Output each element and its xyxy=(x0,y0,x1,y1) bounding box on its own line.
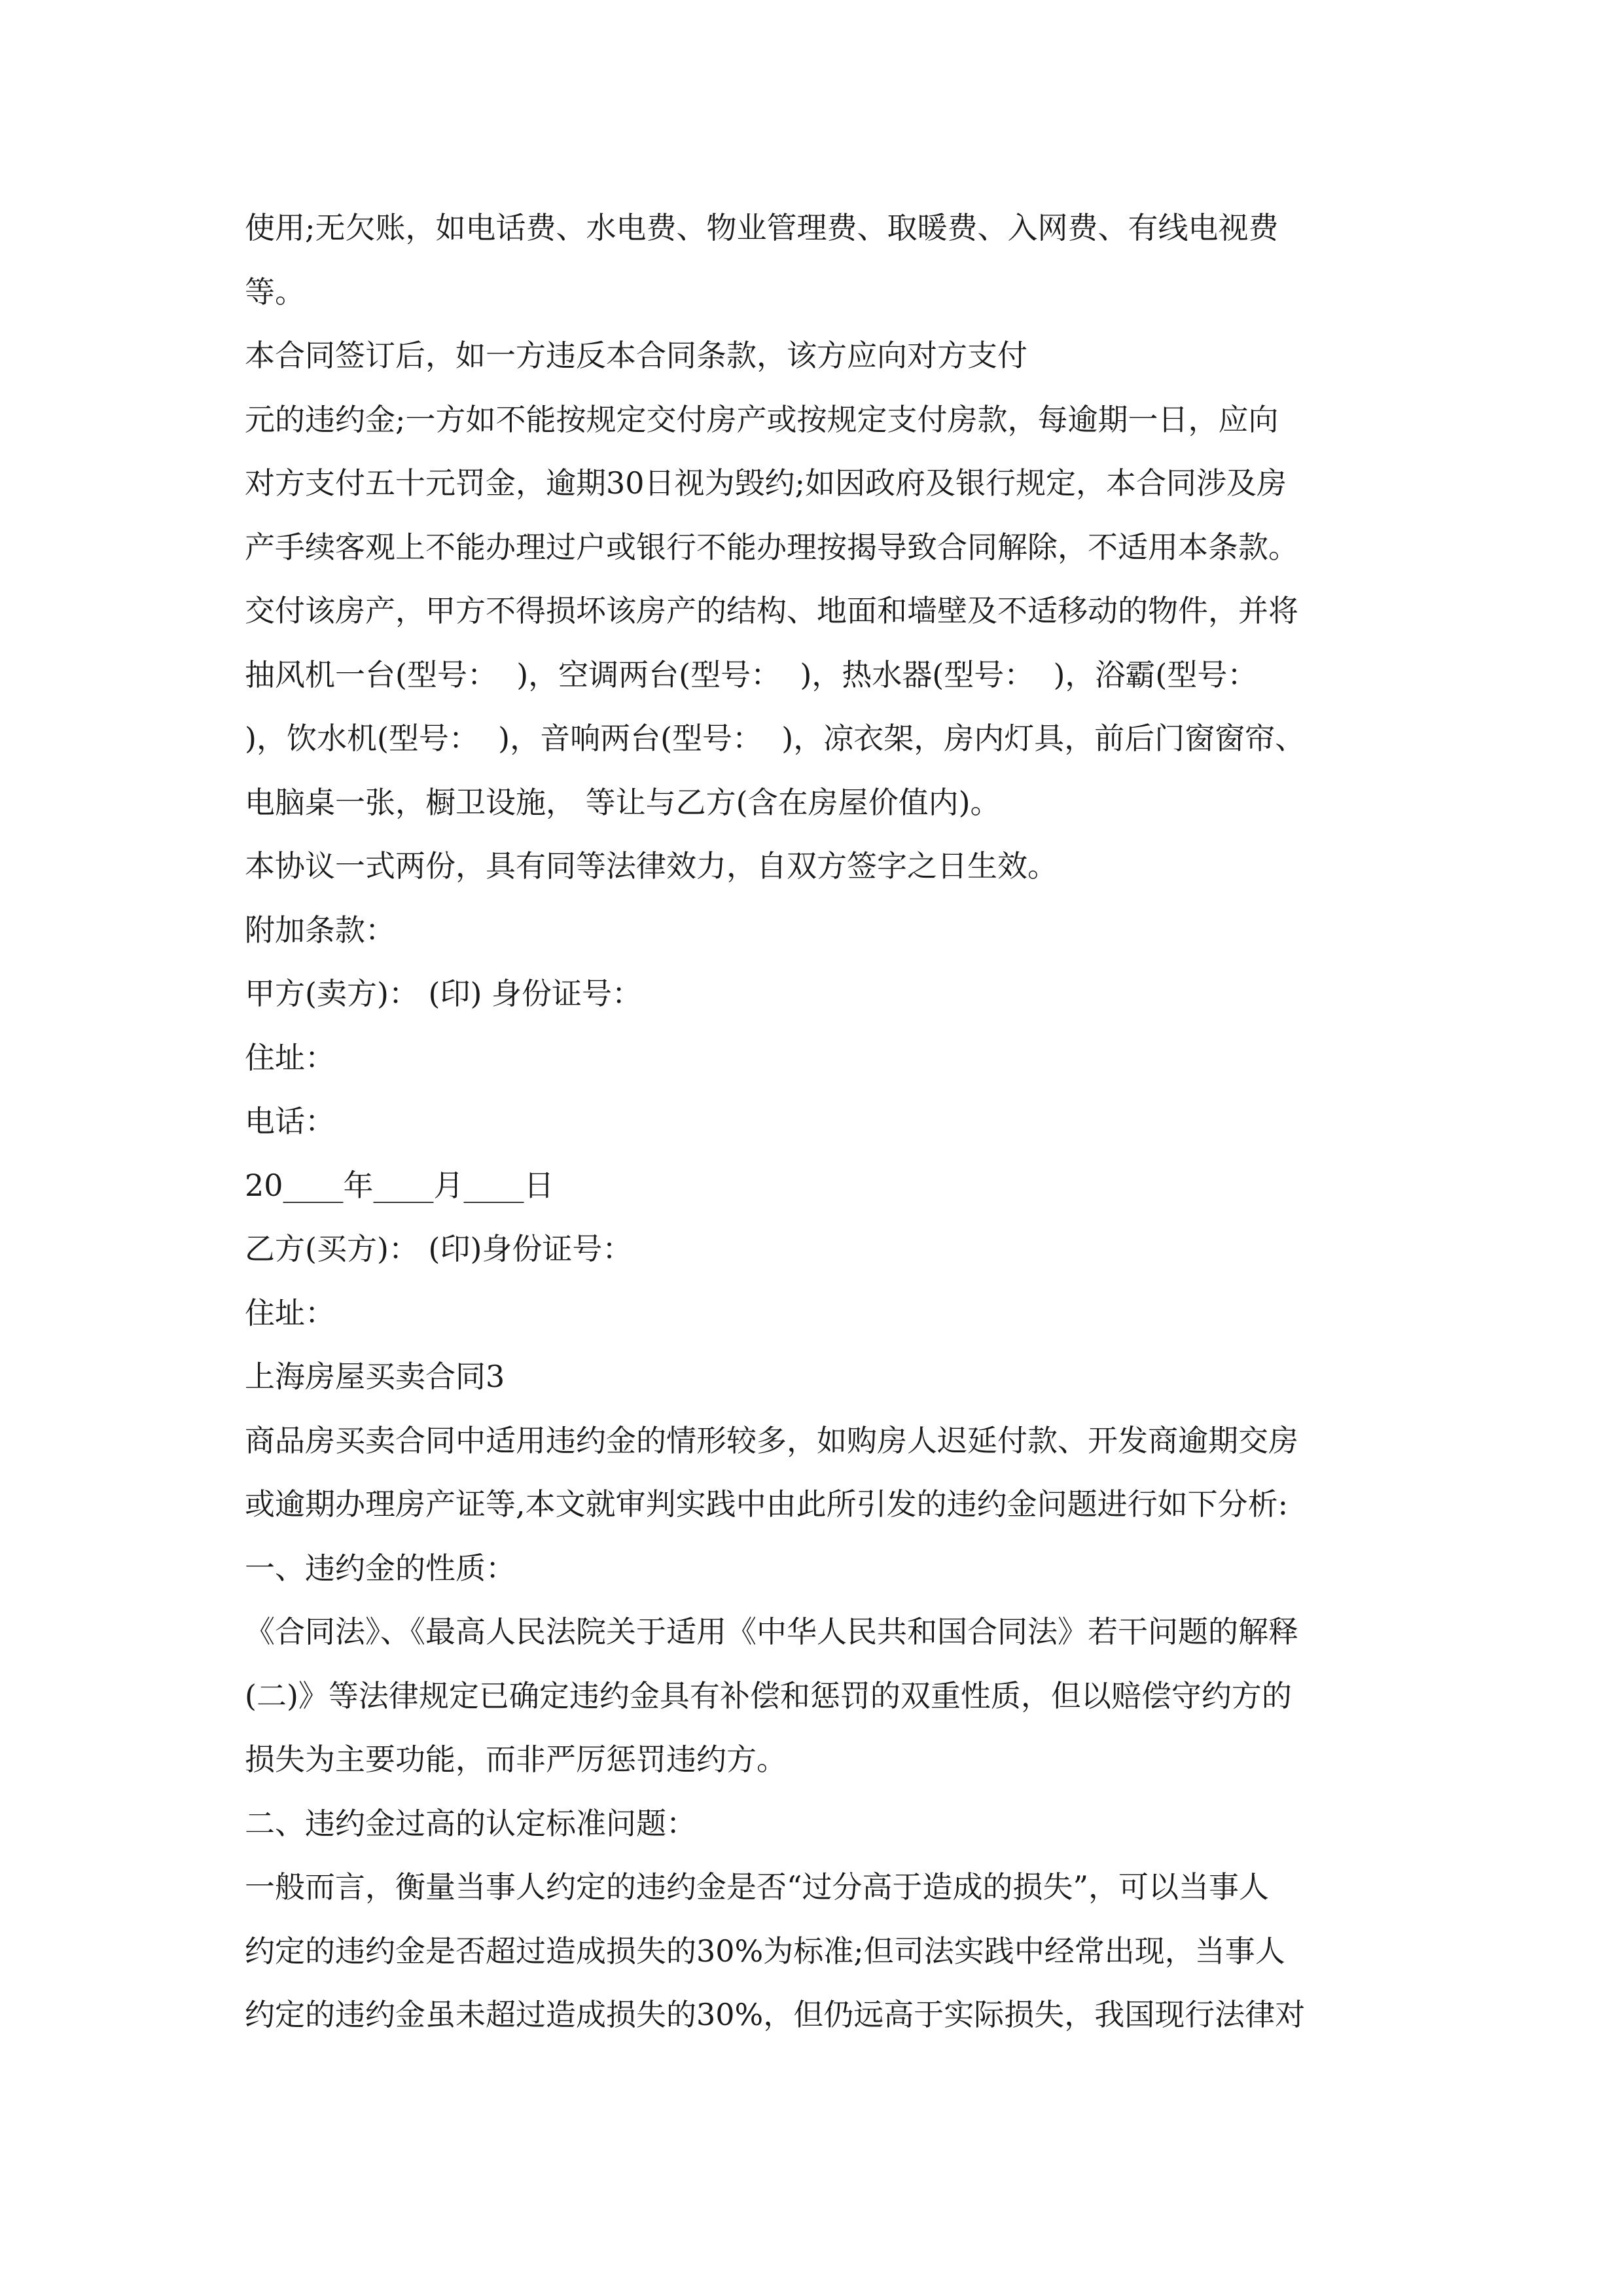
text-line: 使用;无欠账，如电话费、水电费、物业管理费、取暖费、入网费、有线电视费 xyxy=(245,210,1279,245)
text-line: 损失为主要功能，而非严厉惩罚违约方。 xyxy=(245,1742,787,1777)
text-line: 交付该房产，甲方不得损坏该房产的结构、地面和墙壁及不适移动的物件，并将 xyxy=(245,593,1298,628)
text-line: )，饮水机(型号： )，音响两台(型号： )，凉衣架，房内灯具，前后门窗窗帘、 xyxy=(245,721,1306,756)
text-line: 或逾期办理房产证等,本文就审判实践中由此所引发的违约金问题进行如下分析: xyxy=(245,1486,1289,1522)
date-line: 20____年____月____日 xyxy=(245,1167,554,1203)
text-line: 附加条款： xyxy=(245,912,395,948)
party-b-line: 乙方(买方)： (印)身份证号： xyxy=(245,1231,633,1266)
text-line: 商品房买卖合同中适用违约金的情形较多，如购房人迟延付款、开发商逾期交房 xyxy=(245,1422,1298,1458)
text-line: 电脑桌一张，橱卫设施， 等让与乙方(含在房屋价值内)。 xyxy=(245,784,1001,820)
text-line: 等。 xyxy=(245,274,305,310)
text-line: (二)》等法律规定已确定违约金具有补偿和惩罚的双重性质，但以赔偿守约方的 xyxy=(245,1677,1292,1713)
party-a-line: 甲方(卖方)： (印) 身份证号： xyxy=(245,976,643,1011)
phone-line: 电话： xyxy=(245,1103,335,1139)
text-line: 本协议一式两份，具有同等法律效力，自双方签字之日生效。 xyxy=(245,848,1058,884)
address-line: 住址： xyxy=(245,1039,335,1075)
text-line: 一般而言，衡量当事人约定的违约金是否“过分高于造成的损失”，可以当事人 xyxy=(245,1869,1270,1905)
section-heading: 二、违约金过高的认定标准问题： xyxy=(245,1805,696,1841)
text-line: 《合同法》、《最高人民法院关于适用《中华人民共和国合同法》若干问题的解释 xyxy=(245,1614,1298,1649)
text-line: 本合同签订后，如一方违反本合同条款，该方应向对方支付 xyxy=(245,338,1027,373)
text-line: 约定的违约金虽未超过造成损失的30%，但仍远高于实际损失，我国现行法律对 xyxy=(245,1997,1306,2032)
text-line: 产手续客观上不能办理过户或银行不能办理按揭导致合同解除，不适用本条款。 xyxy=(245,529,1298,565)
text-line: 对方支付五十元罚金，逾期30日视为毁约;如因政府及银行规定，本合同涉及房 xyxy=(245,465,1287,501)
section-heading: 一、违约金的性质： xyxy=(245,1550,516,1586)
text-line: 约定的违约金是否超过造成损失的30%为标准;但司法实践中经常出现，当事人 xyxy=(245,1933,1285,1969)
document-body xyxy=(245,196,1397,2047)
address-line: 住址： xyxy=(245,1295,335,1331)
text-line: 元的违约金;一方如不能按规定交付房产或按规定支付房款，每逾期一日，应向 xyxy=(245,401,1279,437)
section-title: 上海房屋买卖合同3 xyxy=(245,1359,505,1394)
text-line: 抽风机一台(型号： )，空调两台(型号： )，热水器(型号： )，浴霸(型号： xyxy=(245,656,1258,692)
